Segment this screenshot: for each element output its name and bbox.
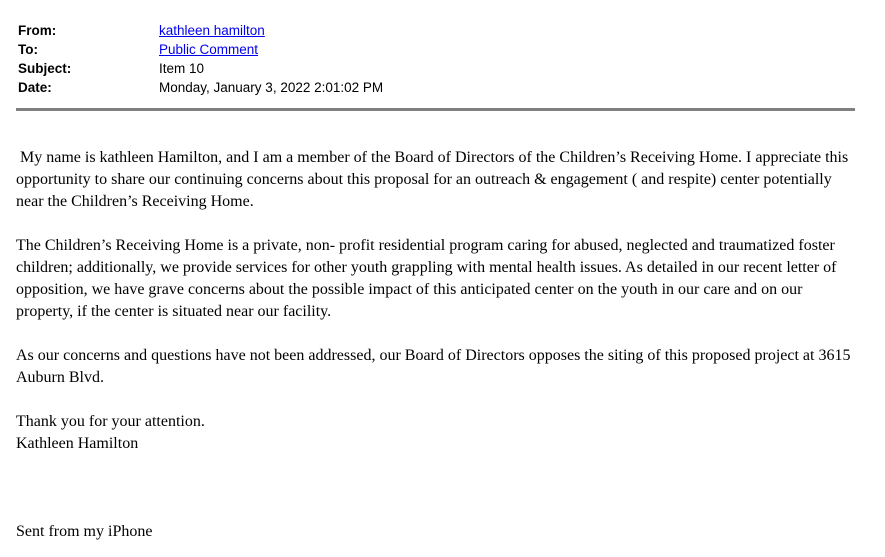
subject-value: Item 10 [159, 61, 205, 76]
to-label: To: [18, 42, 38, 57]
date-value: Monday, January 3, 2022 2:01:02 PM [159, 80, 384, 95]
date-label: Date: [18, 80, 52, 95]
body-paragraph: As our concerns and questions have not been addressed, our Board of Directors opposes the siting of this proposed project at 3615 Auburn Blvd. [16, 347, 854, 386]
email-header [18, 21, 383, 97]
body-paragraph: My name is kathleen Hamilton, and I am a member of the Board of Directors of the Children’s Receiving Home. I appreciate this opportunity to share our continuing concerns about this proposal for an outreach & engagement ( and respite) center potentially near the Children’s Receiving Home. [16, 149, 853, 210]
to-row [18, 40, 383, 59]
date-row [18, 78, 383, 97]
email-body [16, 147, 856, 455]
header-divider [16, 108, 855, 111]
to-recipient-link[interactable]: Public Comment [159, 42, 259, 57]
closing-line: Thank you for your attention. [16, 413, 205, 430]
signature-name: Kathleen Hamilton [16, 435, 139, 452]
from-label: From: [18, 23, 57, 38]
from-row [18, 21, 383, 40]
sent-from-footer: Sent from my iPhone [16, 523, 153, 540]
subject-label: Subject: [18, 61, 72, 76]
from-sender-link[interactable]: kathleen hamilton [159, 23, 265, 38]
subject-row [18, 59, 383, 78]
body-paragraph: The Children’s Receiving Home is a private, non- profit residential program caring for abused, neglected and traumatized foster children; additionally, we provide services for other youth grappling with mental health issues. As detailed in our recent letter of opposition, we have grave concerns about the possible impact of this anticipated center on the youth in our care and on our property, if the center is situated near our facility. [16, 237, 841, 320]
